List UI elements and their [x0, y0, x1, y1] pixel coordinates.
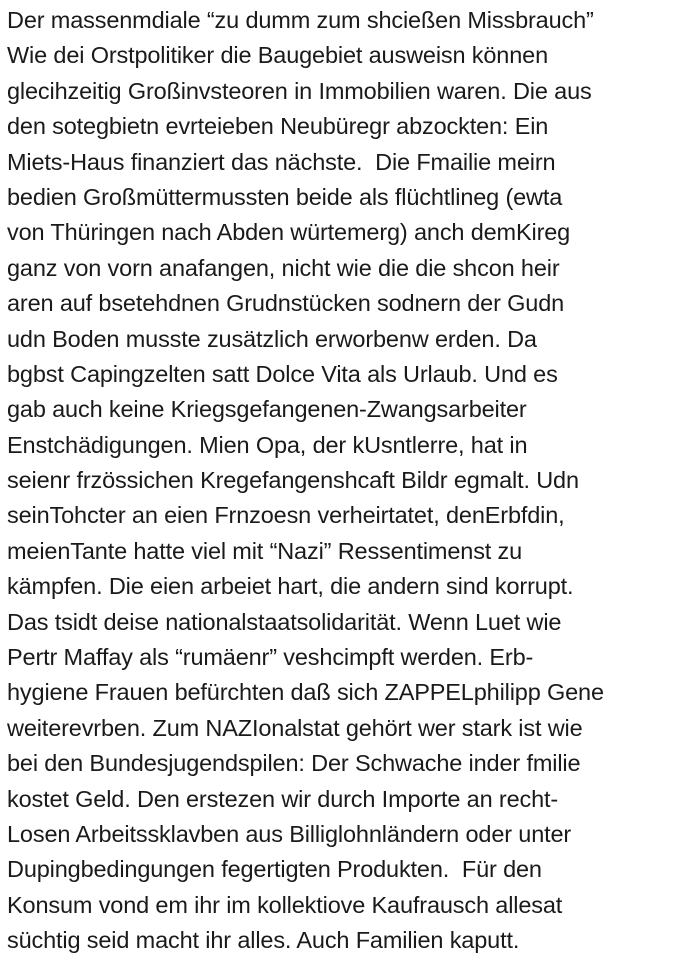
text-line: weiterevrben. Zum NAZIonalstat gehört wer stark ist wie — [7, 714, 583, 741]
text-line: seinTohcter an eien Frnzoesn verheirtatet, denErbfdin, — [7, 502, 565, 529]
text-line: bgbst Capingzelten satt Dolce Vita als Urlaub. Und es — [7, 360, 558, 387]
text-line: von Thüringen nach Abden würtemerg) anch demKireg — [7, 219, 571, 246]
text-line: Wie dei Orstpolitiker die Baugebiet ausweisn können — [7, 42, 548, 69]
text-line: bei den Bundesjugendspilen: Der Schwache inder fmilie — [7, 750, 581, 777]
text-line: den sotegbietn evrteieben Neubüregr abzockten: Ein — [7, 113, 549, 140]
text-line: Der massenmdiale “zu dumm zum shcießen Missbrauch” — [7, 7, 594, 33]
text-line: süchtig seid macht ihr alles. Auch Familien kaputt. — [7, 927, 520, 954]
text-line: Konsum vond em ihr im kollektiove Kaufrausch allesat — [7, 891, 563, 918]
text-line: glecihzeitig Großinvsteoren in Immobilien waren. Die aus — [7, 77, 592, 104]
text-line: bedien Großmüttermussten beide als flüchtlineg (ewta — [7, 183, 563, 210]
text-line: udn Boden musste zusätzlich erworbenw erden. Da — [7, 325, 537, 352]
text-line: Enstchädigungen. Mien Opa, der kUsntlerre, hat in — [7, 431, 528, 458]
text-line: Losen Arbeitssklavben aus Billiglohnländern oder unter — [7, 820, 572, 847]
text-line: Dupingbedingungen fegertigten Produkten. Für den — [7, 856, 542, 883]
text-line: kostet Geld. Den erstezen wir durch Importe an recht- — [7, 785, 559, 812]
text-line: meienTante hatte viel mit “Nazi” Ressentimenst zu — [7, 537, 523, 564]
text-line: Das tsidt deise nationalstaatsolidarität. Wenn Luet wie — [7, 608, 562, 635]
text-line: Pertr Maffay als “rumäenr” veshcimpft werden. Erb- — [7, 644, 534, 671]
text-line: hygiene Frauen befürchten daß sich ZAPPELphilipp Gene — [7, 679, 604, 706]
text-line: aren auf bsetehdnen Grudnstücken sodnern der Gudn — [7, 290, 565, 317]
text-line: gab auch keine Kriegsgefangenen-Zwangsarbeiter — [7, 396, 527, 423]
body-text — [7, 3, 683, 959]
text-line: seienr frzössichen Kregefangenshcaft Bildr egmalt. Udn — [7, 467, 579, 494]
text-line: ganz von vorn anafangen, nicht wie die die shcon heir — [7, 254, 560, 281]
text-line: Miets-Haus finanziert das nächste. Die Fmailie meirn — [7, 148, 556, 175]
text-line: kämpfen. Die eien arbeiet hart, die andern sind korrupt. — [7, 573, 574, 600]
